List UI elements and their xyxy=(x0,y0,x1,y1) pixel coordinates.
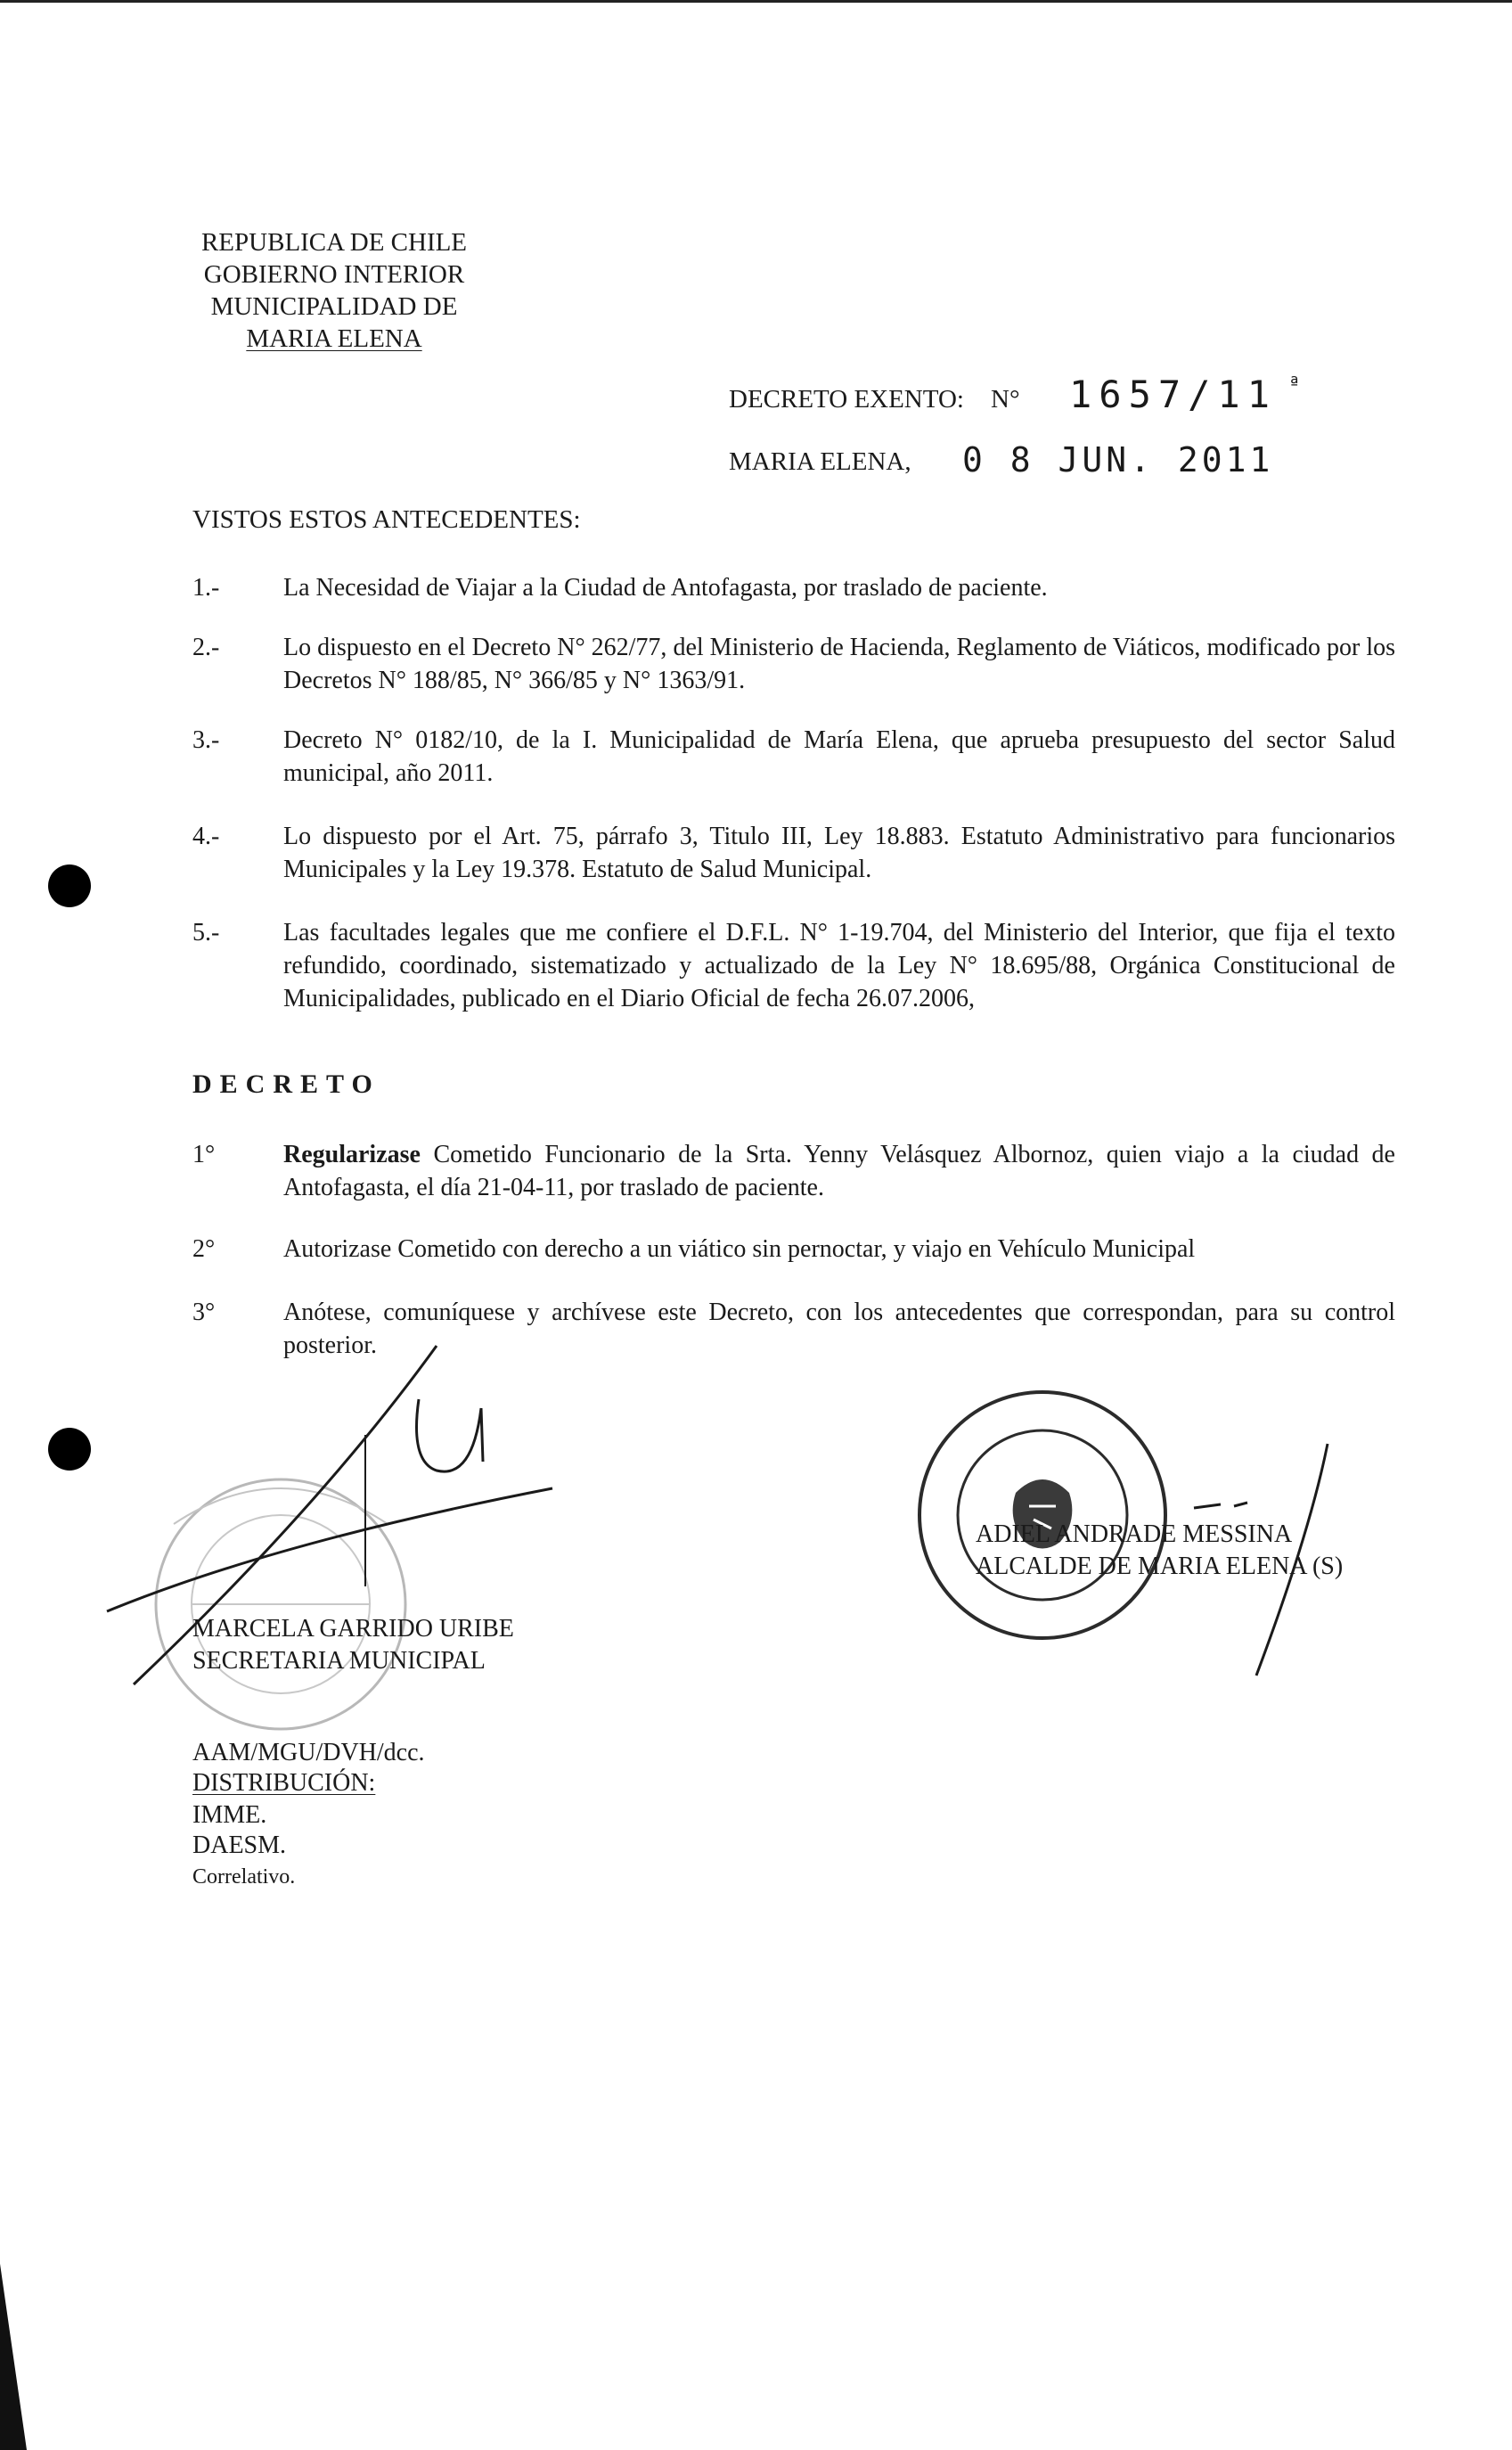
vistos-item-number: 5.- xyxy=(192,919,220,946)
distribution-entry: DAESM. xyxy=(192,1831,287,1859)
decreto-item-number: 3° xyxy=(192,1299,216,1326)
header-town: MARIA ELENA xyxy=(246,324,422,353)
vistos-item-text: La Necesidad de Viajar a la Ciudad de Antofagasta, por traslado de paciente. xyxy=(283,574,1048,602)
vistos-item-text: Decreto N° 0182/10, de la I. Municipalidad de María Elena, que aprueba presupuesto del sector Salud municipal, año 2011. xyxy=(283,726,1395,787)
decreto-heading: DECRETO xyxy=(192,1069,380,1099)
scan-top-edge xyxy=(0,0,1512,3)
punch-hole xyxy=(48,864,91,907)
decreto-item-text: Autorizase Cometido con derecho a un viático sin pernoctar, y viajo en Vehículo Municipal xyxy=(283,1235,1196,1263)
mayor-name: ADIEL ANDRADE MESSINA xyxy=(976,1520,1293,1548)
vistos-item-text: Lo dispuesto en el Decreto N° 262/77, del Ministerio de Hacienda, Reglamento de Viáticos, modificado por los Decretos N° 188/85, N° 366/85 y N° 1363/91. xyxy=(283,634,1395,694)
decree-number-mark: ª xyxy=(1290,373,1299,394)
distribution-heading: DISTRIBUCIÓN: xyxy=(192,1769,376,1797)
vistos-item-text: Lo dispuesto por el Art. 75, párrafo 3, Titulo III, Ley 18.883. Estatuto Administrativo para funcionarios Municipales y la Ley 19.378. Estatuto de Salud Municipal. xyxy=(283,823,1395,883)
decreto-item-body: Cometido Funcionario de la Srta. Yenny Velásquez Albornoz, quien viajo a la ciudad de Antofagasta, el día 21-04-11, por traslado de paciente. xyxy=(283,1141,1395,1201)
decree-exento-label: DECRETO EXENTO: xyxy=(729,385,964,414)
secretary-name: MARCELA GARRIDO URIBE xyxy=(192,1615,514,1643)
decreto-item-text xyxy=(283,1138,1395,1204)
vistos-item-number: 4.- xyxy=(192,823,220,850)
vistos-item-number: 2.- xyxy=(192,634,220,661)
place-label: MARIA ELENA, xyxy=(729,447,911,476)
secretary-title: SECRETARIA MUNICIPAL xyxy=(192,1647,486,1675)
distribution-initials: AAM/MGU/DVH/dcc. xyxy=(192,1739,425,1766)
decreto-item-number: 1° xyxy=(192,1141,216,1168)
decreto-item-number: 2° xyxy=(192,1235,216,1263)
mayor-seal xyxy=(913,1386,1172,1644)
vistos-item-text: Las facultades legales que me confiere el D.F.L. N° 1-19.704, del Ministerio del Interior, que fija el texto refundido, coordinado, sistematizado y actualizado de la Ley N° 18.695/88, Orgánica Constitucional de Municipalidades, publicado en el Diario Oficial de fecha 26.07.2006, xyxy=(283,919,1395,1012)
header-country: REPUBLICA DE CHILE xyxy=(200,228,468,257)
punch-hole xyxy=(48,1428,91,1471)
mayor-title: ALCALDE DE MARIA ELENA (S) xyxy=(976,1553,1344,1580)
header-municipality: MUNICIPALIDAD DE xyxy=(210,292,458,321)
decree-no-label: N° xyxy=(991,385,1020,414)
stamped-date: 0 8 JUN. 2011 xyxy=(962,440,1274,479)
decreto-item-text: Anótese, comuníquese y archívese este Decreto, con los antecedentes que correspondan, para su control posterior. xyxy=(283,1299,1395,1359)
distribution-entry: IMME. xyxy=(192,1801,267,1829)
decreto-item-bold-lead: Regularizase xyxy=(283,1141,421,1168)
scan-edge-shadow xyxy=(0,2264,143,2450)
header-government: GOBIERNO INTERIOR xyxy=(203,260,465,289)
distribution-entry: Correlativo. xyxy=(192,1865,296,1889)
decree-number-handwritten: 1657/11 xyxy=(1069,373,1278,416)
vistos-item-number: 3.- xyxy=(192,726,220,754)
vistos-heading: VISTOS ESTOS ANTECEDENTES: xyxy=(192,505,581,534)
vistos-item-number: 1.- xyxy=(192,574,220,602)
